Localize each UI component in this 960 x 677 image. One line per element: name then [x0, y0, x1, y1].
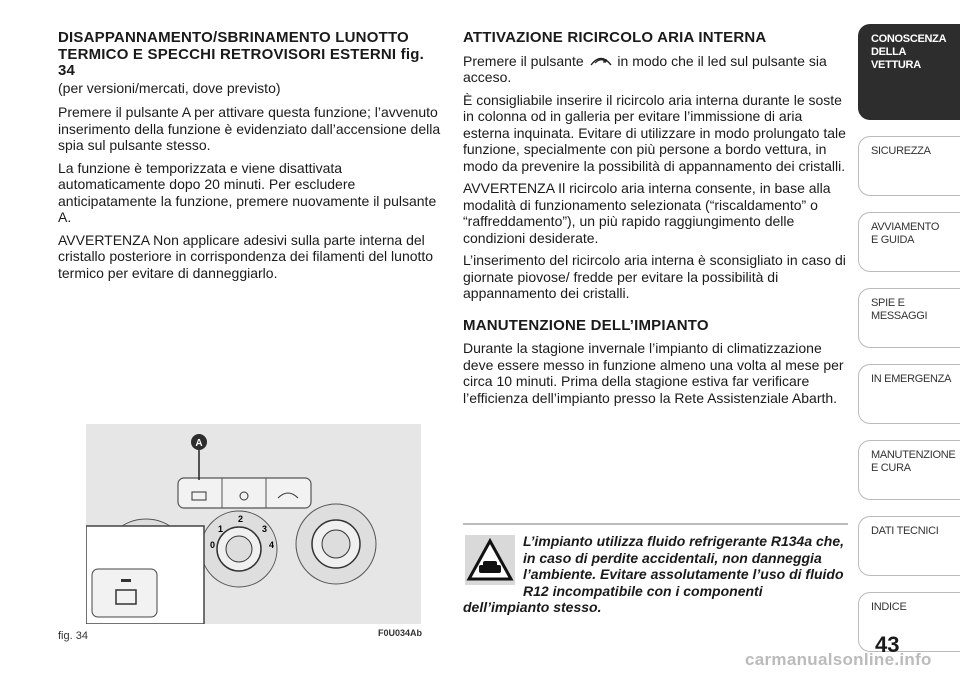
paragraph: Durante la stagione invernale l’impianto di climatizzazione deve essere messo in funzione almeno una volta al mese per circa 10 minuti. Prima della stagione estiva far verificare l’efficienza dell’impianto presso la Rete Assistenziale Abarth. — [463, 340, 844, 406]
tab-label: MANUTENZIONE E CURA — [871, 449, 956, 474]
warning-box — [463, 523, 848, 616]
section-heading-recirculation: ATTIVAZIONE RICIRCOLO ARIA INTERNA — [463, 29, 767, 46]
callout-a-label: A — [195, 438, 203, 449]
figure-34 — [86, 424, 421, 624]
paragraph: AVVERTENZA Non applicare adesivi sulla parte interna del cristallo posteriore in corrispondenza dei filamenti del lunotto termico per evitare di danneggiarlo. — [58, 231, 434, 281]
climate-control-illustration — [86, 424, 421, 624]
paragraph-part: Premere il pulsante — [463, 52, 584, 69]
dial-number: 0 — [210, 540, 216, 550]
paragraph-part: in modo che il led sul pulsante sia acceso. — [463, 52, 827, 85]
recirculation-icon — [588, 54, 614, 68]
warning-text: L’impianto utilizza fluido refrigerante R134a che, in caso di perdite accidentali, non danneggia l’ambiente. Evitare assolutamente l’uso di fluido R12 incompatibile con i componenti dell’impianto stesso. — [463, 533, 845, 615]
paragraph: AVVERTENZA Il ricircolo aria interna consente, in base alla modalità di funzionamento selezionata (“riscaldamento” o “raffreddamento”), un più rapido raggiungimento delle condizioni desiderate. — [463, 180, 831, 246]
dial-number: 4 — [269, 540, 275, 550]
paragraph: Premere il pulsante A per attivare questa funzione; l’avvenuto inserimento della funzione è evidenziato dall’accensione della spia sul pulsante stesso. — [58, 104, 441, 153]
page-number: 43 — [875, 632, 900, 657]
tab-in-emergenza[interactable] — [858, 364, 960, 424]
tab-manutenzione-e-cura[interactable] — [858, 440, 960, 500]
section-heading-maintenance: MANUTENZIONE DELL’IMPIANTO — [463, 316, 709, 334]
tab-avviamento-e-guida[interactable] — [858, 212, 960, 272]
tab-indice[interactable] — [858, 592, 960, 652]
chapter-tabs — [858, 24, 960, 668]
paragraph: La funzione è temporizzata e viene disattivata automaticamente dopo 20 minuti. Per escludere anticipatamente la funzione, premere nuovamente il pulsante A. — [58, 159, 437, 225]
paragraph: L’inserimento del ricircolo aria interna è sconsigliato in caso di giornate piovose/ fredde per evitare la possibilità di appannamento dei cristalli. — [463, 252, 846, 301]
subnote: (per versioni/mercati, dove previsto) — [58, 79, 281, 96]
tab-dati-tecnici[interactable] — [858, 516, 960, 576]
left-column — [58, 30, 443, 287]
warning-triangle-icon — [465, 535, 515, 585]
tab-label: IN EMERGENZA — [871, 373, 952, 385]
dial-number: 3 — [262, 524, 268, 534]
tab-label: INDICE — [871, 601, 907, 613]
right-column — [463, 30, 848, 412]
tab-label: CONOSCENZA DELLA VETTURA — [871, 33, 947, 71]
figure-code: F0U034Ab — [378, 628, 423, 638]
paragraph — [463, 53, 848, 86]
tab-spie-e-messaggi[interactable] — [858, 288, 960, 348]
tab-label: DATI TECNICI — [871, 525, 939, 537]
figure-caption: fig. 34 — [58, 630, 88, 642]
tab-label: SICUREZZA — [871, 145, 931, 157]
paragraph: È consigliabile inserire il ricircolo aria interna durante le soste in colonna od in galleria per evitare l’immissione di aria esterna inquinata. Evitare di utilizzare in modo prolungato tale funzione, specialmente con più persone a bordo vettura, in modo da prevenire la possibilità di appannamento dei cristalli. — [463, 91, 846, 174]
tab-label: SPIE E MESSAGGI — [871, 297, 928, 322]
tab-sicurezza[interactable] — [858, 136, 960, 196]
footer-watermark: carmanualsonline.info — [745, 650, 932, 669]
tab-conoscenza-della-vettura[interactable] — [858, 24, 960, 120]
dial-number: 2 — [238, 514, 244, 524]
tab-label: AVVIAMENTO E GUIDA — [871, 221, 940, 246]
dial-number: 1 — [218, 524, 224, 534]
section-heading-defrost: DISAPPANNAMENTO/SBRINAMENTO LUNOTTO TERMICO E SPECCHI RETROVISORI ESTERNI fig. 34 — [58, 29, 424, 79]
